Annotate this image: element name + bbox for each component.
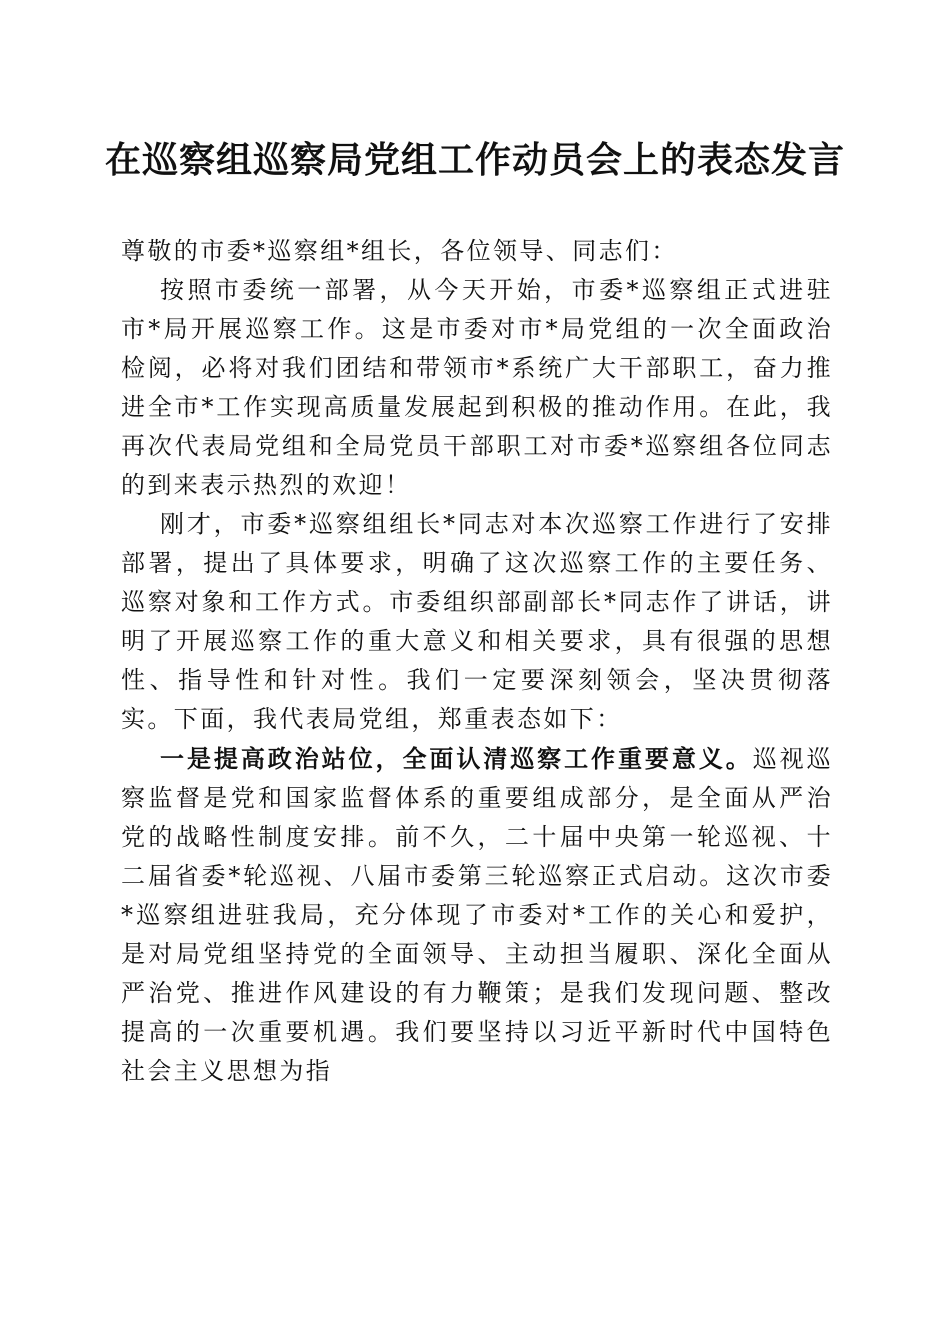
document-title: 在巡察组巡察局党组工作动员会上的表态发言 <box>104 139 845 181</box>
paragraph-summary: 刚才，市委*巡察组组长*同志对本次巡察工作进行了安排部署，提出了具体要求，明确了这次巡察工作的主要任务、巡察对象和工作方式。市委组织部副部长*同志作了讲话，讲明了开展巡察工作的重大意义和相关要求，具有很强的思想性、指导性和针对性。我们一定要深刻领会，坚决贯彻落实。下面，我代表局党组，郑重表态如下： <box>121 510 833 733</box>
point-one-heading: 一是提高政治站位，全面认清巡察工作重要意义。 <box>160 744 753 773</box>
paragraph-point-one <box>121 739 833 1091</box>
salutation: 尊敬的市委*巡察组*组长，各位领导、同志们： <box>121 237 678 265</box>
point-one-text: 巡视巡察监督是党和国家监督体系的重要组成部分，是全面从严治党的战略性制度安排。前不久，二十届中央第一轮巡视、十二届省委*轮巡视、八届市委第三轮巡察正式启动。这次市委*巡察组进驻我局，充分体现了市委对*工作的关心和爱护，是对局党组坚持党的全面领导、主动担当履职、深化全面从严治党、推进作风建设的有力鞭策；是我们发现问题、整改提高的一次重要机遇。我们要坚持以习近平新时代中国特色社会主义思想为指 <box>121 745 833 1085</box>
document-body <box>121 232 833 1091</box>
paragraph-opening: 按照市委统一部署，从今天开始，市委*巡察组正式进驻市*局开展巡察工作。这是市委对市*局党组的一次全面政治检阅，必将对我们团结和带领市*系统广大干部职工，奋力推进全市*工作实现高质量发展起到积极的推动作用。在此，我再次代表局党组和全局党员干部职工对市委*巡察组各位同志的到来表示热烈的欢迎！ <box>121 276 833 499</box>
